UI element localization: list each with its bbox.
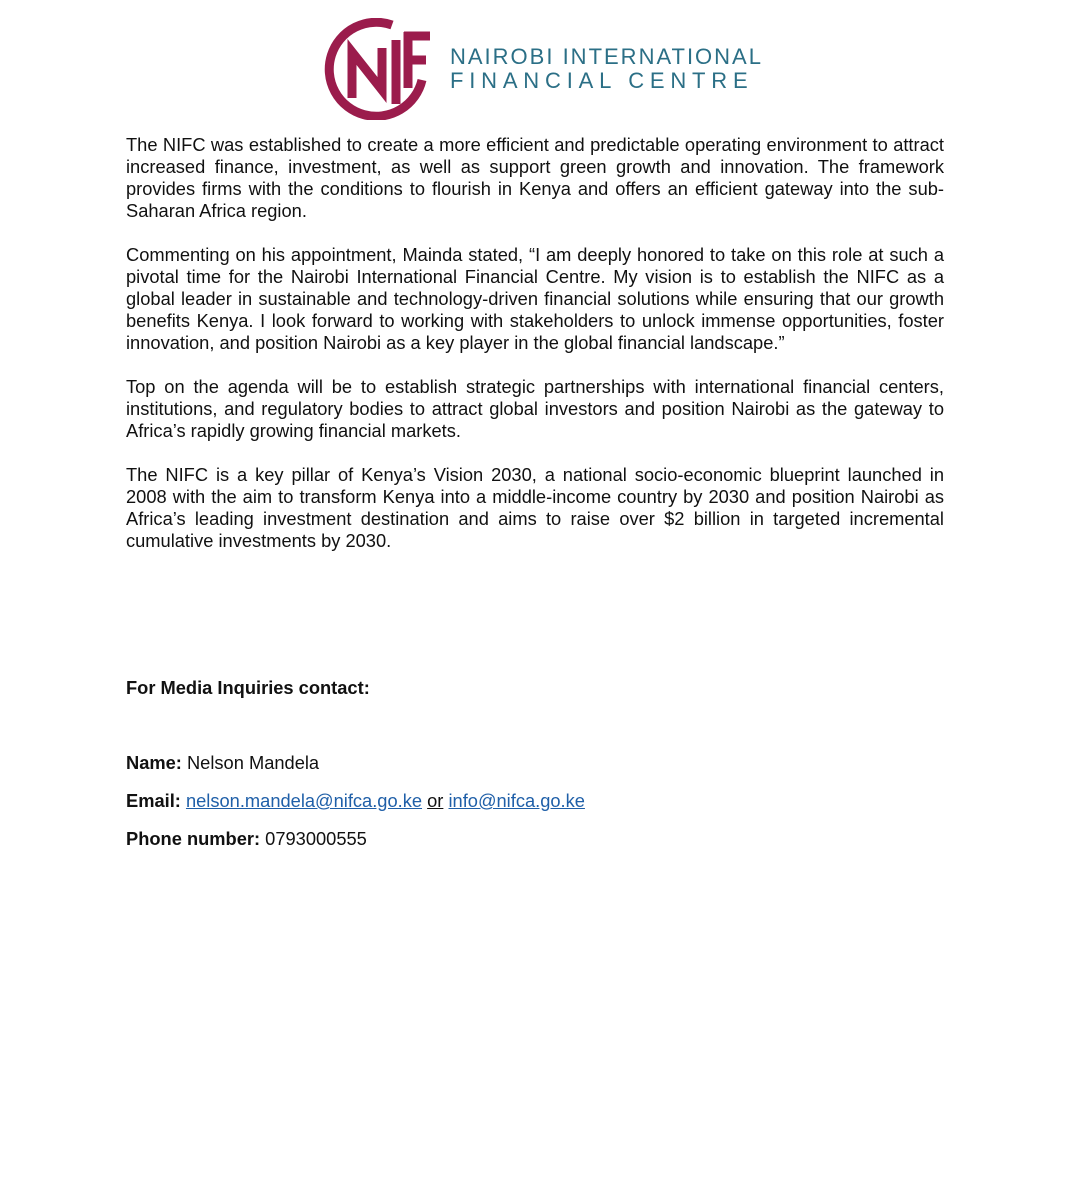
primary-email-link[interactable]: nelson.mandela@nifca.go.ke bbox=[185, 790, 423, 811]
name-value: Nelson Mandela bbox=[186, 752, 320, 773]
org-name-line1: NAIROBI INTERNATIONAL bbox=[450, 44, 763, 69]
email-label: Email: bbox=[126, 790, 181, 811]
paragraph-agenda: Top on the agenda will be to establish strategic partnerships with international financial centers, institutions, and regulatory bodies to attract global investors and position Nairobi as the gateway to Africa’s rapidly growing financial markets. bbox=[126, 376, 944, 441]
email-separator: or bbox=[427, 790, 444, 811]
paragraph-establishment: The NIFC was established to create a more efficient and predictable operating environment to attract increased finance, investment, as well as support green growth and innovation. The framework provides firms with the conditions to flourish in Kenya and offers an efficient gateway into the sub-Saharan Africa region. bbox=[126, 134, 944, 221]
letterhead bbox=[316, 18, 766, 120]
organization-name bbox=[450, 45, 763, 93]
org-name-line2: FINANCIAL CENTRE bbox=[450, 68, 754, 93]
press-release-body bbox=[126, 134, 944, 574]
name-label: Name: bbox=[126, 752, 182, 773]
phone-label: Phone number: bbox=[126, 828, 261, 849]
paragraph-vision-2030: The NIFC is a key pillar of Kenya’s Vision 2030, a national socio-economic blueprint launched in 2008 with the aim to transform Kenya into a middle-income country by 2030 and position Nairobi as Africa’s leading investment destination and aims to raise over $2 billion in targeted incremental cumulative investments by 2030. bbox=[126, 464, 944, 551]
media-contact-heading: For Media Inquiries contact: bbox=[126, 677, 370, 698]
contact-phone-row bbox=[126, 828, 367, 850]
secondary-email-link[interactable]: info@nifca.go.ke bbox=[448, 790, 585, 811]
phone-value: 0793000555 bbox=[265, 828, 367, 849]
nifc-logo-icon bbox=[316, 18, 434, 120]
contact-email-row bbox=[126, 790, 585, 812]
contact-name-row bbox=[126, 752, 319, 774]
paragraph-appointment-quote: Commenting on his appointment, Mainda stated, “I am deeply honored to take on this role at such a pivotal time for the Nairobi International Financial Centre. My vision is to establish the NIFC as a global leader in sustainable and technology-driven financial solutions while ensuring that our growth benefits Kenya. I look forward to working with stakeholders to unlock immense opportunities, foster innovation, and position Nairobi as a key player in the global financial landscape.” bbox=[126, 244, 944, 353]
media-contact-section bbox=[126, 677, 944, 849]
